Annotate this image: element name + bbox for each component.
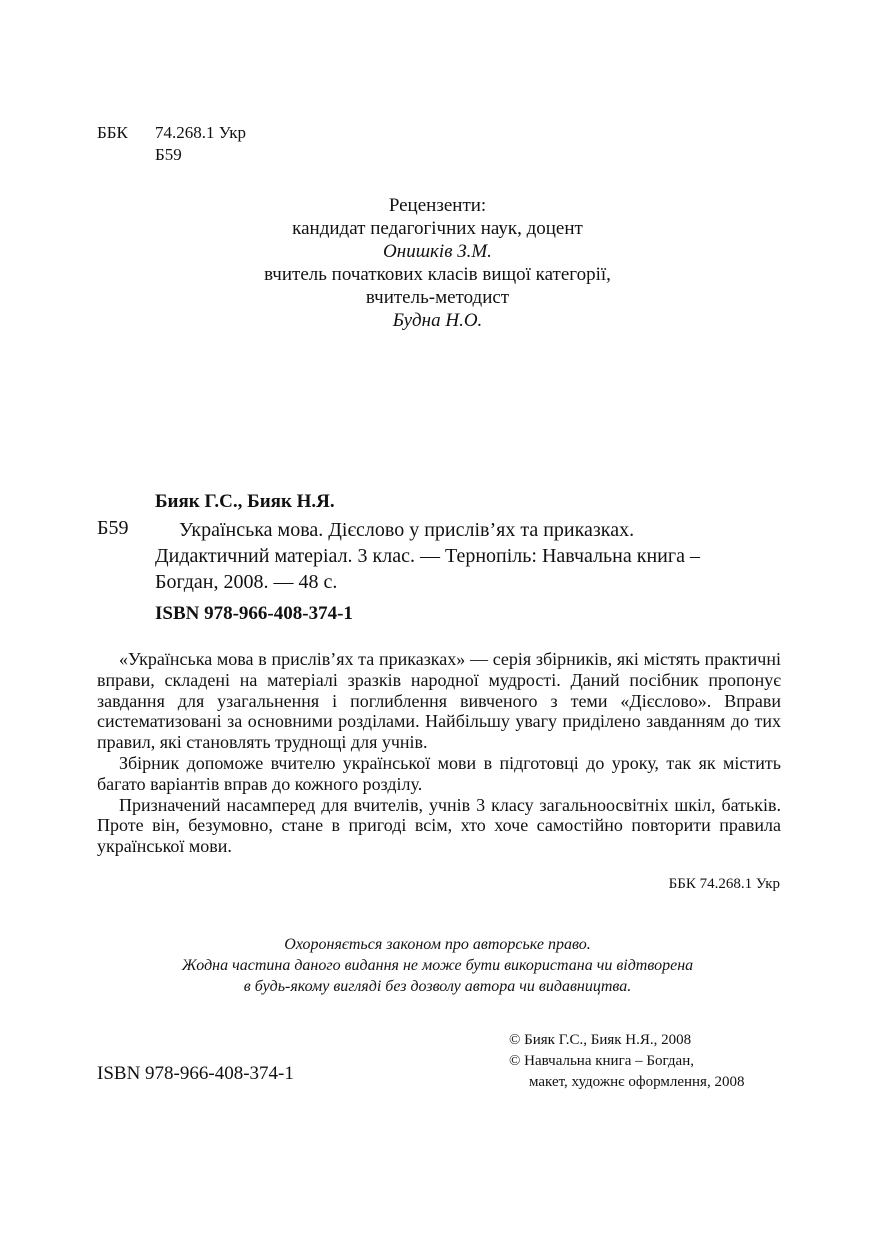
copyright-line-2: © Навчальна книга – Богдан,: [509, 1053, 694, 1069]
annotation: [97, 649, 781, 857]
reviewer-1-title: кандидат педагогічних наук, доцент: [292, 218, 583, 239]
reviewer-2-title-2: вчитель-методист: [365, 287, 510, 308]
catalog-line-2: Дидактичний матеріал. 3 клас. — Тернопіль: Навчальна книга –: [155, 545, 700, 567]
reviewers-block: [0, 194, 875, 332]
copyright-block: [509, 1030, 744, 1093]
bbk-label: ББК: [97, 123, 128, 142]
annotation-paragraph-1: «Українська мова в прислів’ях та приказках» — серія збірників, які містять практичні вправи, складені на матеріалі зразків народної мудрості. Даний посібник пропонує завдання для узагальнення і поглиблення вивченого з теми «Дієслово». Вправи систематизовані за основними розділами. Найбільшу увагу приділено завданням до тих правил, які становлять труднощі для учнів.: [97, 649, 781, 753]
reviewer-1-name: Онишків З.М.: [383, 241, 492, 262]
notice-line-1: Охороняється законом про авторське право.: [284, 936, 591, 953]
bbk-author-code: Б59: [155, 145, 182, 164]
bbk-index: 74.268.1 Укр: [155, 123, 247, 142]
reviewers-heading: Рецензенти:: [388, 195, 487, 216]
annotation-bbk: ББК 74.268.1 Укр: [668, 876, 780, 892]
catalog-description: [155, 517, 785, 595]
catalog-line-1: Українська мова. Дієслово у прислів’ях та приказках.: [179, 519, 635, 541]
notice-line-2: Жодна частина даного видання не може бути використана чи відтворена: [181, 957, 694, 974]
reviewer-2-title-1: вчитель початкових класів вищої категорії,: [264, 264, 611, 285]
copyright-line-1: © Бияк Г.С., Бияк Н.Я., 2008: [509, 1032, 692, 1048]
footer-isbn: ISBN 978-966-408-374-1: [97, 1063, 294, 1084]
annotation-paragraph-3: Призначений насамперед для вчителів, учнів 3 класу загальноосвітніх шкіл, батьків. Проте він, безумовно, стане в пригоді всім, хто хоче самостійно повторити правила української мови.: [97, 794, 781, 857]
catalog-line-3: Богдан, 2008. — 48 с.: [155, 571, 338, 593]
notice-line-3: в будь-якому вигляді без дозволу автора чи видавництва.: [243, 978, 632, 995]
catalog-code: Б59: [97, 517, 129, 539]
reviewer-2-name: Будна Н.О.: [392, 310, 483, 331]
copyright-notice: [0, 934, 875, 997]
copyright-line-3: макет, художнє оформлення, 2008: [529, 1074, 745, 1090]
annotation-paragraph-2: Збірник допоможе вчителю української мови в підготовці до уроку, так як містить багато варіантів вправ до кожного розділу.: [97, 752, 781, 794]
catalog-isbn: ISBN 978-966-408-374-1: [155, 603, 353, 624]
bbk-header: [97, 122, 246, 166]
catalog-authors: Бияк Г.С., Бияк Н.Я.: [155, 491, 335, 512]
